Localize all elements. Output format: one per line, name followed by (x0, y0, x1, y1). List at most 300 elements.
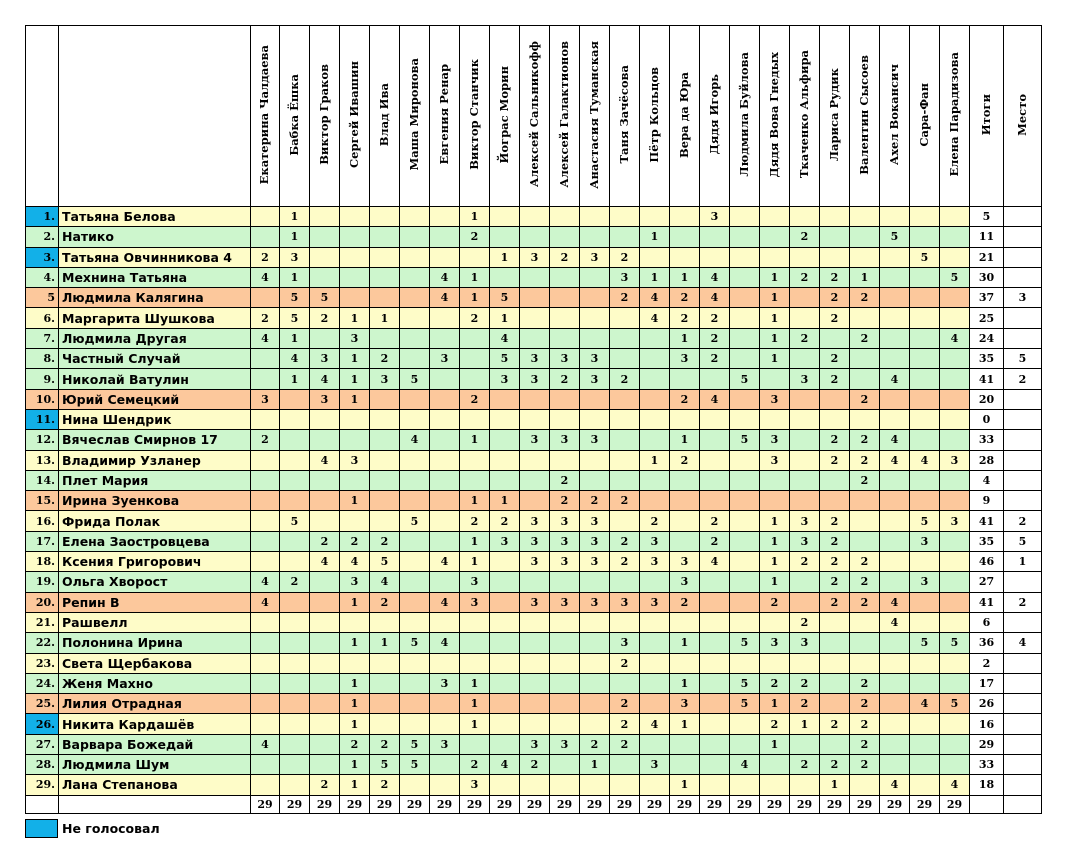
score-cell (910, 653, 940, 673)
score-cell (400, 694, 430, 714)
score-cell (400, 389, 430, 409)
score-cell: 2 (460, 308, 490, 328)
score-cell (700, 227, 730, 247)
juror-header (910, 26, 940, 207)
table-row (26, 470, 1042, 490)
participant-name: Маргарита Шушкова (59, 308, 251, 328)
score-cell: 1 (460, 673, 490, 693)
score-cell (910, 389, 940, 409)
score-cell: 1 (820, 775, 850, 795)
score-cell (730, 612, 760, 632)
score-cell (880, 552, 910, 572)
score-cell: 2 (370, 531, 400, 551)
score-cell (850, 227, 880, 247)
score-cell (580, 612, 610, 632)
score-cell (400, 491, 430, 511)
score-cell (430, 308, 460, 328)
score-cell (460, 612, 490, 632)
place-cell (1004, 328, 1042, 348)
score-cell (310, 694, 340, 714)
score-cell (700, 470, 730, 490)
score-cell (670, 491, 700, 511)
score-cell (520, 572, 550, 592)
score-cell (580, 308, 610, 328)
score-cell (880, 247, 910, 267)
score-cell (251, 369, 280, 389)
place-cell (1004, 694, 1042, 714)
score-cell (400, 775, 430, 795)
row-number: 5 (26, 288, 59, 308)
juror-name: Виктор Станчик (466, 59, 481, 170)
score-cell: 1 (340, 633, 370, 653)
score-cell (280, 450, 310, 470)
score-cell: 3 (520, 511, 550, 531)
score-cell (850, 491, 880, 511)
row-number: 13. (26, 450, 59, 470)
score-cell: 4 (310, 450, 340, 470)
score-cell (610, 470, 640, 490)
score-cell (880, 349, 910, 369)
score-cell (370, 409, 400, 429)
score-cell: 2 (820, 714, 850, 734)
score-cell (340, 227, 370, 247)
score-cell: 5 (490, 349, 520, 369)
score-cell: 3 (340, 450, 370, 470)
participant-name: Ольга Хворост (59, 572, 251, 592)
juror-name: Людмила Буйлова (736, 52, 751, 177)
score-cell (940, 714, 970, 734)
score-cell (670, 409, 700, 429)
score-cell: 3 (460, 775, 490, 795)
score-cell (610, 511, 640, 531)
score-cell: 5 (730, 369, 760, 389)
juror-header (610, 26, 640, 207)
participant-name: Света Щербакова (59, 653, 251, 673)
total-cell: 16 (970, 714, 1004, 734)
score-cell (670, 531, 700, 551)
score-cell: 1 (760, 328, 790, 348)
score-cell (670, 247, 700, 267)
score-cell (490, 409, 520, 429)
score-cell (790, 349, 820, 369)
score-cell (520, 207, 550, 227)
score-cell (940, 288, 970, 308)
score-cell (850, 775, 880, 795)
score-cell (400, 572, 430, 592)
participant-name: Фрида Полак (59, 511, 251, 531)
score-cell (820, 207, 850, 227)
participant-name: Частный Случай (59, 349, 251, 369)
score-cell (700, 775, 730, 795)
score-cell: 4 (940, 775, 970, 795)
score-cell: 1 (670, 328, 700, 348)
total-cell: 17 (970, 673, 1004, 693)
total-cell: 24 (970, 328, 1004, 348)
row-number: 19. (26, 572, 59, 592)
score-cell (520, 673, 550, 693)
score-cell: 4 (880, 775, 910, 795)
score-cell: 2 (820, 267, 850, 287)
score-cell (730, 349, 760, 369)
score-cell (820, 694, 850, 714)
score-cell (880, 673, 910, 693)
score-cell (910, 714, 940, 734)
score-cell: 1 (340, 673, 370, 693)
score-cell (940, 491, 970, 511)
juror-header (760, 26, 790, 207)
score-cell: 3 (490, 531, 520, 551)
score-cell (640, 775, 670, 795)
score-cell (490, 734, 520, 754)
score-cell (880, 491, 910, 511)
score-cell (670, 653, 700, 673)
juror-name: Евгения Ренар (436, 64, 451, 165)
score-cell (340, 267, 370, 287)
place-cell (1004, 673, 1042, 693)
score-cell (580, 714, 610, 734)
score-cell (730, 653, 760, 673)
score-cell (310, 612, 340, 632)
score-cell: 3 (550, 552, 580, 572)
score-cell (550, 308, 580, 328)
score-cell: 3 (310, 389, 340, 409)
score-cell (550, 288, 580, 308)
participant-name: Нина Шендрик (59, 409, 251, 429)
score-cell: 3 (520, 592, 550, 612)
juror-header (400, 26, 430, 207)
score-cell: 2 (820, 288, 850, 308)
participant-name: Татьяна Овчинникова 4 (59, 247, 251, 267)
footer-count-cell: 29 (670, 795, 700, 813)
score-cell: 2 (340, 734, 370, 754)
score-cell: 2 (280, 572, 310, 592)
score-cell: 1 (670, 673, 700, 693)
score-cell (880, 308, 910, 328)
score-cell: 1 (670, 430, 700, 450)
score-cell: 2 (850, 592, 880, 612)
score-cell (490, 673, 520, 693)
total-cell: 2 (970, 653, 1004, 673)
score-cell: 2 (610, 288, 640, 308)
place-cell (1004, 470, 1042, 490)
total-cell: 20 (970, 389, 1004, 409)
total-cell: 0 (970, 409, 1004, 429)
score-cell (280, 633, 310, 653)
participant-name: Елена Заостровцева (59, 531, 251, 551)
score-cell (820, 633, 850, 653)
score-cell: 2 (610, 531, 640, 551)
score-cell (940, 227, 970, 247)
participant-name: Лана Степанова (59, 775, 251, 795)
score-cell: 1 (850, 267, 880, 287)
score-cell (370, 389, 400, 409)
score-cell: 2 (700, 308, 730, 328)
score-cell (910, 430, 940, 450)
score-cell (910, 328, 940, 348)
score-cell: 4 (880, 612, 910, 632)
place-cell: 2 (1004, 511, 1042, 531)
score-cell: 4 (280, 349, 310, 369)
score-cell (580, 694, 610, 714)
row-number: 4. (26, 267, 59, 287)
score-cell (520, 775, 550, 795)
legend (25, 819, 160, 838)
score-cell: 4 (310, 552, 340, 572)
score-cell (730, 207, 760, 227)
score-cell (640, 694, 670, 714)
score-cell (430, 653, 460, 673)
score-cell (280, 592, 310, 612)
score-cell (280, 694, 310, 714)
score-cell: 5 (730, 430, 760, 450)
score-cell: 2 (820, 450, 850, 470)
score-cell (640, 247, 670, 267)
score-cell (310, 673, 340, 693)
score-cell (640, 491, 670, 511)
score-cell (520, 389, 550, 409)
score-cell (430, 511, 460, 531)
participant-name: Полонина Ирина (59, 633, 251, 653)
score-cell (310, 267, 340, 287)
score-cell: 5 (280, 288, 310, 308)
score-cell (820, 653, 850, 673)
score-cell (610, 349, 640, 369)
row-number: 24. (26, 673, 59, 693)
score-cell (820, 734, 850, 754)
score-cell: 1 (760, 267, 790, 287)
table-row (26, 734, 1042, 754)
table-row (26, 430, 1042, 450)
score-cell: 5 (400, 633, 430, 653)
score-cell (580, 775, 610, 795)
score-cell: 3 (550, 511, 580, 531)
footer-count-cell: 29 (850, 795, 880, 813)
score-cell (760, 369, 790, 389)
row-number: 9. (26, 369, 59, 389)
score-cell (460, 247, 490, 267)
score-cell (310, 714, 340, 734)
score-cell (730, 491, 760, 511)
score-cell: 2 (820, 552, 850, 572)
juror-name: Анастасия Туманская (586, 40, 601, 189)
juror-header (490, 26, 520, 207)
table-row (26, 227, 1042, 247)
row-number: 12. (26, 430, 59, 450)
score-cell (580, 288, 610, 308)
row-number: 15. (26, 491, 59, 511)
row-number: 11. (26, 409, 59, 429)
score-cell (640, 673, 670, 693)
score-cell: 1 (460, 288, 490, 308)
score-cell (251, 552, 280, 572)
score-cell: 5 (280, 308, 310, 328)
score-cell (520, 633, 550, 653)
score-cell: 3 (430, 349, 460, 369)
score-cell (700, 247, 730, 267)
legend-novote-swatch (25, 819, 58, 838)
score-cell: 3 (940, 511, 970, 531)
score-cell (790, 409, 820, 429)
place-cell (1004, 612, 1042, 632)
score-cell: 1 (340, 755, 370, 775)
total-cell: 28 (970, 450, 1004, 470)
score-cell: 3 (550, 592, 580, 612)
score-cell: 2 (370, 734, 400, 754)
footer-count-cell: 29 (310, 795, 340, 813)
score-cell: 4 (251, 592, 280, 612)
score-cell: 3 (760, 633, 790, 653)
score-cell: 4 (400, 430, 430, 450)
score-cell: 3 (520, 247, 550, 267)
table-row (26, 247, 1042, 267)
place-cell (1004, 207, 1042, 227)
score-cell: 1 (670, 714, 700, 734)
score-cell: 3 (580, 430, 610, 450)
score-cell (910, 267, 940, 287)
score-cell (430, 755, 460, 775)
score-cell: 1 (670, 633, 700, 653)
score-cell (430, 775, 460, 795)
score-cell (670, 227, 700, 247)
score-cell (550, 328, 580, 348)
juror-header (460, 26, 490, 207)
score-cell (430, 328, 460, 348)
score-cell: 4 (430, 592, 460, 612)
score-cell: 2 (850, 389, 880, 409)
score-cell: 1 (460, 714, 490, 734)
score-cell: 2 (850, 450, 880, 470)
score-cell (340, 409, 370, 429)
score-cell (610, 450, 640, 470)
score-cell (640, 633, 670, 653)
score-cell: 3 (670, 552, 700, 572)
score-cell: 5 (910, 633, 940, 653)
footer-count-cell: 29 (610, 795, 640, 813)
score-cell: 5 (400, 511, 430, 531)
row-number: 25. (26, 694, 59, 714)
score-cell (550, 409, 580, 429)
score-cell (640, 612, 670, 632)
score-cell: 1 (490, 247, 520, 267)
score-cell: 2 (670, 389, 700, 409)
score-cell (670, 369, 700, 389)
score-cell (280, 653, 310, 673)
score-cell (820, 389, 850, 409)
score-cell (550, 572, 580, 592)
table-row (26, 389, 1042, 409)
score-cell (490, 572, 520, 592)
score-cell: 3 (580, 247, 610, 267)
juror-header (730, 26, 760, 207)
score-cell (460, 369, 490, 389)
score-cell (460, 349, 490, 369)
footer-count-cell: 29 (490, 795, 520, 813)
score-cell: 5 (370, 552, 400, 572)
score-cell (730, 470, 760, 490)
score-cell: 4 (910, 694, 940, 714)
score-cell (910, 612, 940, 632)
place-cell: 5 (1004, 349, 1042, 369)
score-cell: 2 (370, 592, 400, 612)
score-cell: 4 (640, 308, 670, 328)
score-cell: 2 (580, 734, 610, 754)
score-cell: 2 (850, 673, 880, 693)
score-cell (340, 612, 370, 632)
score-cell (490, 207, 520, 227)
score-cell: 4 (730, 755, 760, 775)
score-cell (940, 349, 970, 369)
participant-name: Варвара Божедай (59, 734, 251, 754)
score-cell (310, 734, 340, 754)
score-cell (251, 511, 280, 531)
score-cell (280, 755, 310, 775)
score-cell (251, 612, 280, 632)
juror-header (850, 26, 880, 207)
score-cell (880, 531, 910, 551)
score-cell: 1 (340, 714, 370, 734)
score-cell: 5 (400, 369, 430, 389)
table-row (26, 328, 1042, 348)
score-cell (280, 714, 310, 734)
score-cell (430, 572, 460, 592)
score-cell (400, 714, 430, 734)
score-cell: 4 (251, 328, 280, 348)
score-cell: 4 (700, 267, 730, 287)
score-cell: 3 (580, 552, 610, 572)
score-cell (430, 247, 460, 267)
row-number: 14. (26, 470, 59, 490)
row-number: 1. (26, 207, 59, 227)
footer-empty-name (59, 795, 251, 813)
score-cell: 2 (850, 572, 880, 592)
total-cell: 35 (970, 349, 1004, 369)
juror-name: Елена Парадизова (946, 52, 961, 177)
score-cell (580, 389, 610, 409)
score-cell (610, 430, 640, 450)
score-cell: 1 (340, 369, 370, 389)
score-cell: 4 (640, 288, 670, 308)
participant-name: Рашвелл (59, 612, 251, 632)
score-cell (640, 470, 670, 490)
score-cell (880, 207, 910, 227)
score-cell: 4 (880, 592, 910, 612)
table-row (26, 592, 1042, 612)
score-cell (880, 470, 910, 490)
score-cell (340, 247, 370, 267)
score-cell: 2 (850, 552, 880, 572)
score-cell (880, 409, 910, 429)
score-cell (280, 775, 310, 795)
score-cell: 5 (370, 755, 400, 775)
footer-count-cell: 29 (280, 795, 310, 813)
juror-name: Лариса Рудик (826, 67, 841, 162)
score-cell (370, 612, 400, 632)
score-cell (340, 653, 370, 673)
score-cell: 2 (610, 247, 640, 267)
score-cell (880, 734, 910, 754)
score-cell (520, 653, 550, 673)
row-number: 28. (26, 755, 59, 775)
score-cell (251, 775, 280, 795)
score-cell: 2 (820, 430, 850, 450)
score-cell: 2 (820, 308, 850, 328)
table-row (26, 207, 1042, 227)
score-cell (790, 389, 820, 409)
score-cell: 2 (310, 775, 340, 795)
score-cell: 2 (460, 511, 490, 531)
score-cell: 3 (310, 349, 340, 369)
score-cell (640, 572, 670, 592)
